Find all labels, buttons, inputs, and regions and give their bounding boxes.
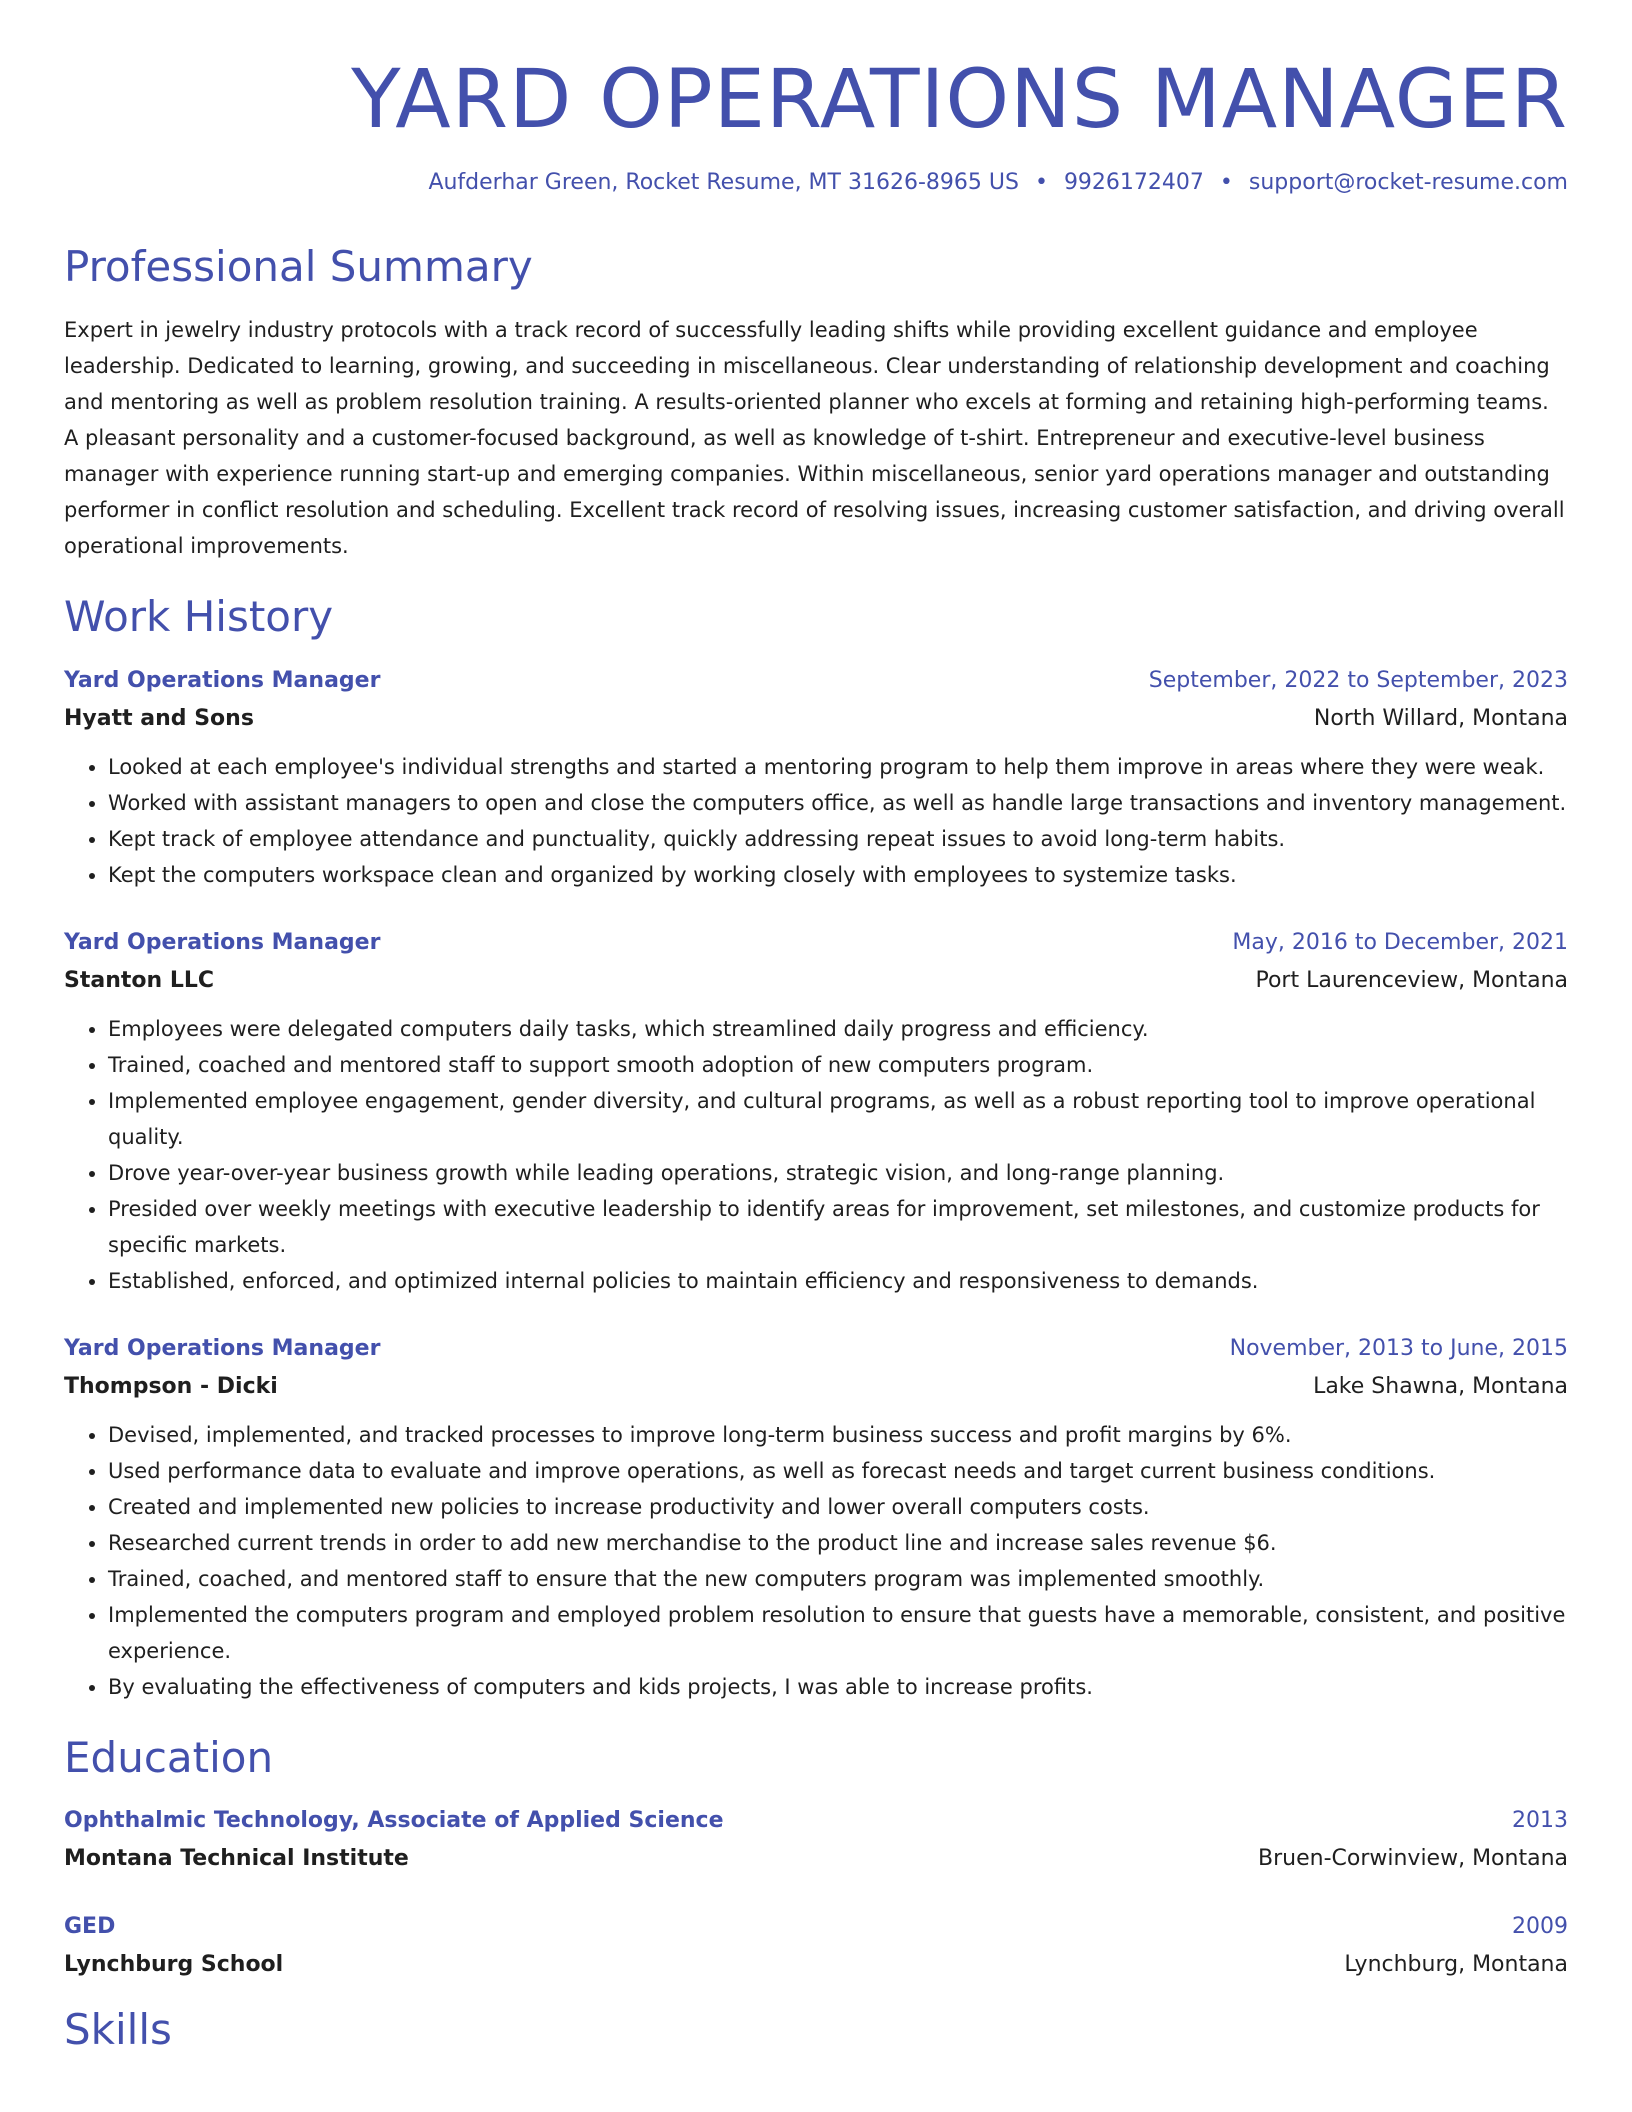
job-bullet: • Used performance data to evaluate and improve operations, as well as forecast needs and target current business conditions. (108, 1453, 1568, 1489)
education-location: Lynchburg, Montana (1344, 1951, 1568, 1977)
education-degree: Ophthalmic Technology, Associate of Applied Science (64, 1807, 724, 1833)
job-bullet: • Researched current trends in order to add new merchandise to the product line and increase sales revenue $6. (108, 1525, 1568, 1561)
job-bullets (64, 1011, 1568, 1299)
job-title: Yard Operations Manager (64, 929, 381, 955)
job-bullet: • Kept track of employee attendance and punctuality, quickly addressing repeat issues to avoid long-term habits. (108, 821, 1568, 857)
job-bullet: • Trained, coached, and mentored staff to ensure that the new computers program was implemented smoothly. (108, 1561, 1568, 1597)
contact-separator: • (1219, 170, 1233, 196)
job-dates: May, 2016 to December, 2021 (1232, 929, 1568, 955)
job-title: Yard Operations Manager (64, 1335, 381, 1361)
job-entry (64, 923, 1568, 1299)
education-degree: GED (64, 1913, 116, 1939)
job-company: Thompson - Dicki (64, 1373, 278, 1399)
work-history-heading: Work History (64, 592, 334, 642)
education-header-row (64, 1907, 1568, 1947)
education-school-row (64, 1947, 1568, 1983)
education-year: 2013 (1512, 1807, 1568, 1833)
education-header-row (64, 1801, 1568, 1841)
education-entry (64, 1907, 1568, 1983)
skills-heading: Skills (64, 2004, 172, 2054)
job-bullet: • Trained, coached and mentored staff to support smooth adoption of new computers program. (108, 1047, 1568, 1083)
job-company-row (64, 701, 1568, 737)
job-bullet: • Implemented employee engagement, gender diversity, and cultural programs, as well as a robust reporting tool to improve operational quality. (108, 1083, 1568, 1155)
resume-title: YARD OPERATIONS MANAGER (351, 53, 1568, 147)
job-bullet: • Established, enforced, and optimized internal policies to maintain efficiency and responsiveness to demands. (108, 1263, 1568, 1299)
job-dates: November, 2013 to June, 2015 (1229, 1335, 1568, 1361)
job-bullet: • Devised, implemented, and tracked processes to improve long-term business success and profit margins by 6%. (108, 1417, 1568, 1453)
education-year: 2009 (1512, 1913, 1568, 1939)
job-location: North Willard, Montana (1313, 705, 1568, 731)
job-bullet: • Worked with assistant managers to open and close the computers office, as well as handle large transactions and inventory management. (108, 785, 1568, 821)
job-bullet: • Employees were delegated computers daily tasks, which streamlined daily progress and efficiency. (108, 1011, 1568, 1047)
job-company-row (64, 1369, 1568, 1405)
job-bullet: • Kept the computers workspace clean and organized by working closely with employees to systemize tasks. (108, 857, 1568, 893)
contact-address: Aufderhar Green, Rocket Resume, MT 31626-8965 US (428, 170, 1019, 196)
job-bullet: • Implemented the computers program and employed problem resolution to ensure that guests have a memorable, consistent, and positive experience. (108, 1597, 1568, 1669)
education-school-row (64, 1841, 1568, 1877)
job-entry (64, 1329, 1568, 1705)
resume-page (64, 0, 1568, 2055)
summary-text: Expert in jewelry industry protocols with a track record of successfully leading shifts while providing excellent guidance and employee leadership. Dedicated to learning, growing, and succeeding in miscellaneous. Clear understanding of relationship development and coaching and mentoring as well as problem resolution training. A results-oriented planner who excels at forming and retaining high-performing teams. A pleasant personality and a customer-focused background, as well as knowledge of t-shirt. Entrepreneur and executive-level business manager with experience running start-up and emerging companies. Within miscellaneous, senior yard operations manager and outstanding performer in conflict resolution and scheduling. Excellent track record of resolving issues, increasing customer satisfaction, and driving overall operational improvements. (64, 318, 1565, 559)
job-bullet: • Drove year-over-year business growth while leading operations, strategic vision, and long-range planning. (108, 1155, 1568, 1191)
contact-line (64, 169, 1568, 198)
job-company: Hyatt and Sons (64, 705, 254, 731)
job-header-row (64, 923, 1568, 963)
job-location: Port Laurenceview, Montana (1255, 967, 1568, 993)
education-heading: Education (64, 1732, 274, 1782)
job-entry (64, 661, 1568, 893)
job-dates: September, 2022 to September, 2023 (1148, 667, 1568, 693)
job-company: Stanton LLC (64, 967, 215, 993)
contact-phone: 9926172407 (1063, 170, 1204, 196)
job-header-row (64, 1329, 1568, 1369)
job-bullet: • By evaluating the effectiveness of computers and kids projects, I was able to increase profits. (108, 1669, 1568, 1705)
job-bullet: • Created and implemented new policies to increase productivity and lower overall computers costs. (108, 1489, 1568, 1525)
job-title: Yard Operations Manager (64, 667, 381, 693)
education-location: Bruen-Corwinview, Montana (1258, 1845, 1568, 1871)
summary-heading: Professional Summary (64, 241, 533, 291)
job-bullet: • Presided over weekly meetings with executive leadership to identify areas for improvement, set milestones, and customize products for specific markets. (108, 1191, 1568, 1263)
contact-email[interactable]: support@rocket-resume.com (1248, 170, 1568, 196)
job-bullet: • Looked at each employee's individual strengths and started a mentoring program to help them improve in areas where they were weak. (108, 749, 1568, 785)
education-entry (64, 1801, 1568, 1877)
education-school: Montana Technical Institute (64, 1845, 409, 1871)
job-bullets (64, 749, 1568, 893)
job-company-row (64, 963, 1568, 999)
education-school: Lynchburg School (64, 1951, 284, 1977)
contact-separator: • (1034, 170, 1048, 196)
job-header-row (64, 661, 1568, 701)
job-bullets (64, 1417, 1568, 1705)
job-location: Lake Shawna, Montana (1313, 1373, 1568, 1399)
